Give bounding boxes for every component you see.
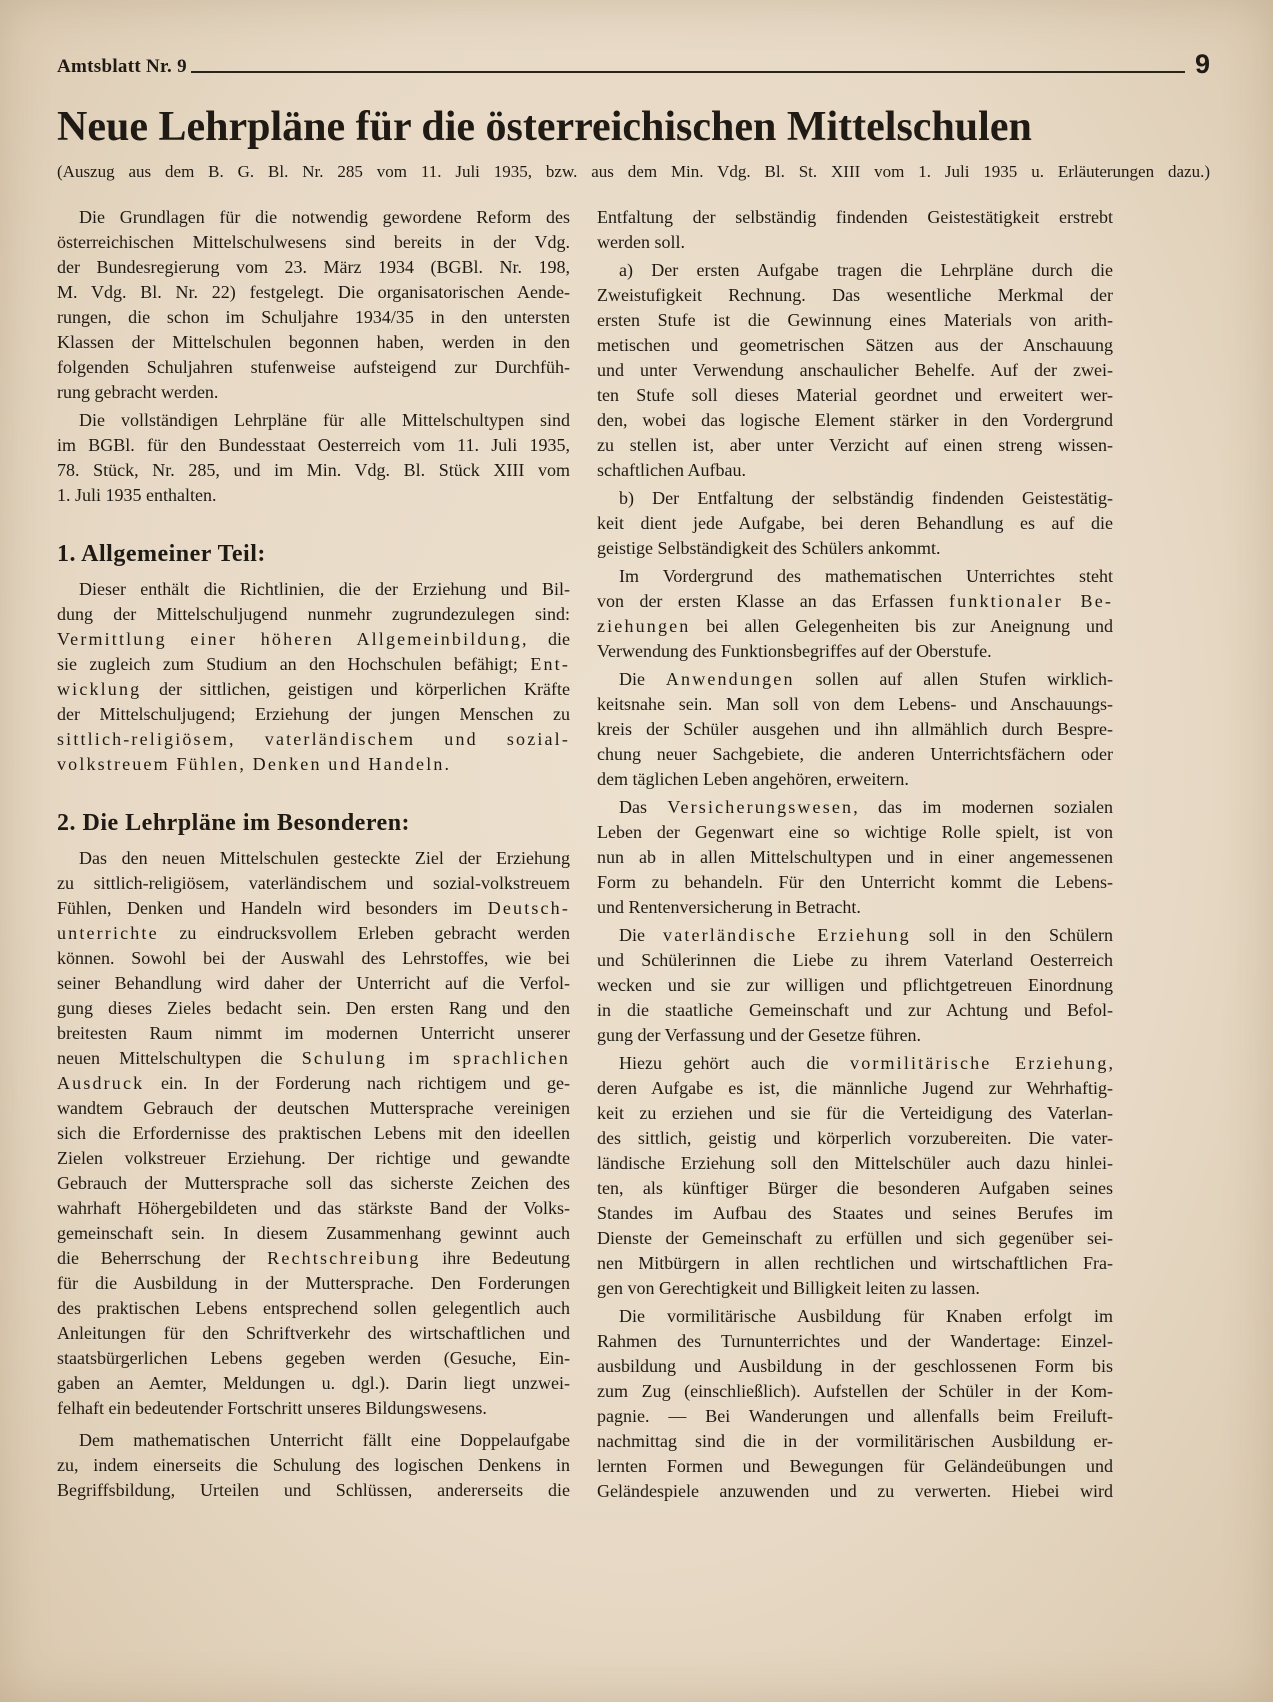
- text-line: ersten Stufe ist die Gewinnung eines Materials von arith-: [597, 310, 1113, 330]
- text-line: kreis der Schüler ausgehen und ihn allmählich durch Bespre-: [597, 719, 1113, 739]
- text-segment: von der ersten Klasse an das Erfassen: [597, 591, 950, 611]
- page-number: 9: [1194, 49, 1210, 79]
- text-line: Das den neuen Mittelschulen gesteckte Ziel der Erziehung: [79, 848, 570, 868]
- text-line: [597, 795, 1113, 820]
- text-line: Dienste der Gemeinschaft zu erfüllen und sich gegenüber sei-: [597, 1228, 1113, 1248]
- spaced-text: Schulung im sprachlichen: [301, 1048, 570, 1068]
- text-segment: sie zugleich zum Studium an den Hochschulen befähigt;: [57, 654, 531, 674]
- text-line: ten, als künftiger Bürger die besonderen Aufgaben seines: [597, 1178, 1113, 1198]
- text-segment: Die: [619, 669, 666, 689]
- text-line: [597, 589, 1113, 614]
- paragraph: [597, 486, 1113, 561]
- text-line: der Bundesregierung vom 23. März 1934 (BGBl. Nr. 198,: [57, 257, 570, 277]
- text-line: des sittlich, geistig und körperlich vorzubereiten. Die vater-: [597, 1128, 1113, 1148]
- text-line: zum Zug (einschließlich). Aufstellen der Schüler in der Kom-: [597, 1381, 1113, 1401]
- spaced-text: Ausdruck: [57, 1073, 145, 1093]
- text-segment: Die: [619, 925, 664, 945]
- text-line: [57, 652, 570, 677]
- text-line: ländische Erziehung soll den Mittelschüler auch dazu hinlei-: [597, 1153, 1113, 1173]
- right-column: [597, 205, 1113, 1504]
- text-segment: der sittlichen, geistigen und körperlichen Kräfte: [141, 679, 570, 699]
- text-line: sich die Erfordernisse des praktischen Lebens mit den ideellen: [57, 1123, 570, 1143]
- text-line: in die staatliche Gemeinschaft und zur Achtung und Befol-: [597, 1000, 1113, 1020]
- text-line: den, wobei das logische Element stärker in den Vordergrund: [597, 410, 1113, 430]
- spaced-text: funktionaler Be-: [949, 591, 1113, 611]
- text-line: [57, 627, 570, 652]
- text-line: schaftlichen Aufbau.: [597, 460, 746, 480]
- text-line: Zielen volkstreuer Erziehung. Der richtige und gewandte: [57, 1148, 570, 1168]
- text-line: [57, 921, 570, 946]
- text-line: zu sittlich-religiösem, vaterländischem und sozial-volkstreuem: [57, 873, 570, 893]
- paragraph: [57, 408, 570, 508]
- text-line: metischen und geometrischen Sätzen aus der Anschauung: [597, 335, 1113, 355]
- text-segment: die Beherrschung der: [57, 1248, 268, 1268]
- text-line: nachmittag sind die in der vormilitärischen Ausbildung er-: [597, 1431, 1113, 1451]
- page-header: [57, 48, 1210, 78]
- text-line: folgenden Schuljahren stufenweise aufsteigend zur Durchfüh-: [57, 357, 570, 377]
- text-line: ausbildung und Ausbildung in der geschlossenen Form bis: [597, 1356, 1113, 1376]
- text-segment: neuen Mittelschultypen die: [57, 1048, 302, 1068]
- text-line: wahrhaft Höhergebildeten und das stärkste Band der Volks-: [57, 1198, 570, 1218]
- text-line: Im Vordergrund des mathematischen Unterrichtes steht: [619, 566, 1113, 586]
- text-line: felhaft ein bedeutender Fortschritt unseres Bildungswesens.: [57, 1398, 487, 1418]
- header-rule: [191, 71, 1185, 73]
- text-line: nun ab in allen Mittelschultypen und in einer angemessenen: [597, 847, 1113, 867]
- text-line: dem täglichen Leben angehören, erweitern.: [597, 769, 909, 789]
- text-line: Anleitungen für den Schriftverkehr des wirtschaftlichen und: [57, 1323, 570, 1343]
- section-heading: 1. Allgemeiner Teil:: [57, 541, 266, 567]
- text-line: Zweistufigkeit Rechnung. Das wesentliche Merkmal der: [597, 285, 1113, 305]
- text-line: Rahmen des Turnunterrichtes und der Wandertage: Einzel-: [597, 1331, 1113, 1351]
- paragraph: [597, 795, 1113, 920]
- paragraph: [597, 205, 1113, 255]
- spaced-text: Deutsch-: [487, 898, 570, 918]
- spaced-text: Anwendungen: [665, 669, 795, 689]
- text-line: [597, 1051, 1113, 1076]
- text-line: Dieser enthält die Richtlinien, die der Erziehung und Bil-: [79, 579, 570, 599]
- text-line: M. Vdg. Bl. Nr. 22) festgelegt. Die organisatorischen Aende-: [57, 282, 570, 302]
- issue-label: Amtsblatt Nr. 9: [57, 56, 187, 77]
- paragraph: [57, 1428, 570, 1503]
- text-line: [57, 1046, 570, 1071]
- text-segment: Fühlen, Denken und Handeln wird besonders im: [57, 898, 488, 918]
- text-segment: Hiezu gehört auch die: [619, 1053, 851, 1073]
- text-line: [57, 1071, 570, 1096]
- text-line: des praktischen Lebens entsprechend sollen gelegentlich auch: [57, 1298, 570, 1318]
- text-line: [57, 1246, 570, 1271]
- text-line: [597, 667, 1113, 692]
- text-line: keitsnahe sein. Man soll von dem Lebens- und Anschauungs-: [597, 694, 1113, 714]
- paragraph: [597, 1304, 1113, 1504]
- text-segment: ein. In der Forderung nach richtigem und ge-: [144, 1073, 570, 1093]
- text-segment: ihre Bedeutung: [420, 1248, 570, 1268]
- text-line: keit zu erziehen und sie für die Verteidigung des Vaterlan-: [597, 1103, 1113, 1123]
- text-line: 78. Stück, Nr. 285, und im Min. Vdg. Bl. Stück XIII vom: [57, 460, 570, 480]
- text-line: deren Aufgabe es ist, die männliche Jugend zur Wehrhaftig-: [597, 1078, 1113, 1098]
- text-line: nen Mitbürgern in allen rechtlichen und wirtschaftlichen Fra-: [597, 1253, 1113, 1273]
- text-line: Begriffsbildung, Urteilen und Schlüssen, andererseits die: [57, 1480, 570, 1500]
- text-line: seiner Behandlung wird daher der Unterricht auf die Verfol-: [57, 973, 570, 993]
- article-title: Neue Lehrpläne für die österreichischen Mittelschulen: [57, 104, 1032, 150]
- text-line: Die vormilitärische Ausbildung für Knaben erfolgt im: [619, 1306, 1113, 1326]
- text-line: und unter Verwendung anschaulicher Behelfe. Auf der zwei-: [597, 360, 1113, 380]
- text-line: Gebrauch der Muttersprache soll das sicherste Zeichen des: [57, 1173, 570, 1193]
- text-line: Form zu behandeln. Für den Unterricht kommt die Lebens-: [597, 872, 1113, 892]
- text-line: für die Ausbildung in der Muttersprache. Den Forderungen: [57, 1273, 570, 1293]
- paragraph: [597, 667, 1113, 792]
- text-line: im BGBl. für den Bundesstaat Oesterreich vom 11. Juli 1935,: [57, 435, 570, 455]
- text-line: Standes im Aufbau des Staates und seines Berufes im: [597, 1203, 1113, 1223]
- paragraph: [57, 846, 570, 1421]
- text-line: wecken und sie zur willigen und pflichtgetreuen Einordnung: [597, 975, 1113, 995]
- text-line: Verwendung des Funktionsbegriffes auf der Oberstufe.: [597, 641, 992, 661]
- text-line: a) Der ersten Aufgabe tragen die Lehrpläne durch die: [619, 260, 1113, 280]
- text-line: Dem mathematischen Unterricht fällt eine Doppelaufgabe: [79, 1430, 570, 1450]
- text-line: breitesten Raum nimmt im modernen Unterricht unserer: [57, 1023, 570, 1043]
- paragraph: [597, 564, 1113, 664]
- text-line: zu, indem einerseits die Schulung des logischen Denkens in: [57, 1455, 570, 1475]
- spaced-text: wicklung: [57, 679, 142, 699]
- text-segment: sollen auf allen Stufen wirklich-: [794, 669, 1113, 689]
- text-line: gen von Gerechtigkeit und Billigkeit leiten zu lassen.: [597, 1278, 980, 1298]
- text-line: werden soll.: [597, 232, 685, 252]
- paragraph: [57, 577, 570, 777]
- text-line: 1. Juli 1935 enthalten.: [57, 485, 217, 505]
- text-line: geistige Selbständigkeit des Schülers ankommt.: [597, 538, 941, 558]
- spaced-text: Ent-: [530, 654, 570, 674]
- spaced-text: Versicherungswesen: [667, 797, 854, 817]
- paragraph: [57, 205, 570, 405]
- text-line: dung der Mittelschuljugend nunmehr zugrundezulegen sind:: [57, 604, 570, 624]
- text-segment: soll in den Schülern: [910, 925, 1113, 945]
- text-line: können. Sowohl bei der Auswahl des Lehrstoffes, wie bei: [57, 948, 570, 968]
- paragraph: [597, 1051, 1113, 1301]
- text-line: [57, 727, 570, 752]
- text-segment: bei allen Gelegenheiten bis zur Aneignung und: [690, 616, 1113, 636]
- text-line: österreichischen Mittelschulwesens sind bereits in der Vdg.: [57, 232, 570, 252]
- spaced-text: Rechtschreibung: [267, 1248, 421, 1268]
- section-heading: 2. Die Lehrpläne im Besonderen:: [57, 810, 411, 836]
- text-line: Geländespiele anzuwenden und zu verwerten. Hiebei wird: [597, 1481, 1113, 1501]
- text-line: Leben der Gegenwart eine so wichtige Rolle spielt, ist von: [597, 822, 1113, 842]
- text-line: [57, 677, 570, 702]
- text-line: b) Der Entfaltung der selbständig findenden Geistestätig-: [619, 488, 1113, 508]
- spaced-text: vaterländische Erziehung: [663, 925, 911, 945]
- text-line: Entfaltung der selbständig findenden Geistestätigkeit erstrebt: [597, 207, 1113, 227]
- text-segment: ,: [1108, 1053, 1113, 1073]
- spaced-text: vormilitärische Erziehung: [850, 1053, 1109, 1073]
- text-line: und Schülerinnen die Liebe zu ihrem Vaterland Oesterreich: [597, 950, 1113, 970]
- spaced-text: Vermittlung einer höheren Allgemeinbildung: [57, 629, 523, 649]
- spaced-text: ziehungen: [597, 616, 691, 636]
- text-segment: , das im modernen sozialen: [853, 797, 1113, 817]
- left-column: [57, 205, 570, 1503]
- text-line: gaben an Aemter, Meldungen u. dgl.). Darin liegt unzwei-: [57, 1373, 570, 1393]
- text-line: pagnie. — Bei Wanderungen und allenfalls beim Freiluft-: [597, 1406, 1113, 1426]
- article-subtitle: (Auszug aus dem B. G. Bl. Nr. 285 vom 11. Juli 1935, bzw. aus dem Min. Vdg. Bl. St. XIII vom 1. Juli 1935 u. Erläuterungen dazu.): [57, 162, 1210, 181]
- text-segment: zu eindrucksvollem Erleben gebracht werden: [158, 923, 570, 943]
- text-line: [57, 896, 570, 921]
- spaced-text: volkstreuem Fühlen, Denken und Handeln.: [57, 754, 452, 774]
- text-segment: Das: [619, 797, 668, 817]
- text-line: Die Grundlagen für die notwendig gewordene Reform des: [79, 207, 570, 227]
- text-line: rung gebracht werden.: [57, 382, 219, 402]
- spaced-text: unterrichte: [57, 923, 159, 943]
- text-line: staatsbürgerlichen Lebens gegeben werden (Gesuche, Ein-: [57, 1348, 570, 1368]
- text-line: und Rentenversicherung in Betracht.: [597, 897, 861, 917]
- text-line: Klassen der Mittelschulen begonnen haben, werden in den: [57, 332, 570, 352]
- text-line: gung dieses Zieles bedacht sein. Den ersten Rang und den: [57, 998, 570, 1018]
- text-line: wandtem Gebrauch der deutschen Muttersprache vereinigen: [57, 1098, 570, 1118]
- text-line: rungen, die schon im Schuljahre 1934/35 in den untersten: [57, 307, 570, 327]
- text-line: chung neuer Sachgebiete, die anderen Unterrichtsfächern oder: [597, 744, 1113, 764]
- text-line: [597, 923, 1113, 948]
- text-line: lernten Formen und Bewegungen für Geländeübungen und: [597, 1456, 1113, 1476]
- text-line: zu stellen ist, aber unter Verzicht auf einen streng wissen-: [597, 435, 1113, 455]
- text-line: keit dient jede Aufgabe, bei deren Behandlung es auf die: [597, 513, 1113, 533]
- paragraph: [597, 258, 1113, 483]
- text-line: [597, 614, 1113, 639]
- paragraph: [597, 923, 1113, 1048]
- text-line: gung der Verfassung und der Gesetze führen.: [597, 1025, 922, 1045]
- text-line: der Mittelschuljugend; Erziehung der jungen Menschen zu: [57, 704, 570, 724]
- spaced-text: sittlich-religiösem, vaterländischem und sozial-: [57, 729, 570, 749]
- text-line: Die vollständigen Lehrpläne für alle Mittelschultypen sind: [79, 410, 570, 430]
- text-line: [57, 752, 570, 777]
- text-segment: , die: [522, 629, 570, 649]
- text-line: gemeinschaft sein. In diesem Zusammenhang gewinnt auch: [57, 1223, 570, 1243]
- text-line: ten Stufe soll dieses Material geordnet und erweitert wer-: [597, 385, 1113, 405]
